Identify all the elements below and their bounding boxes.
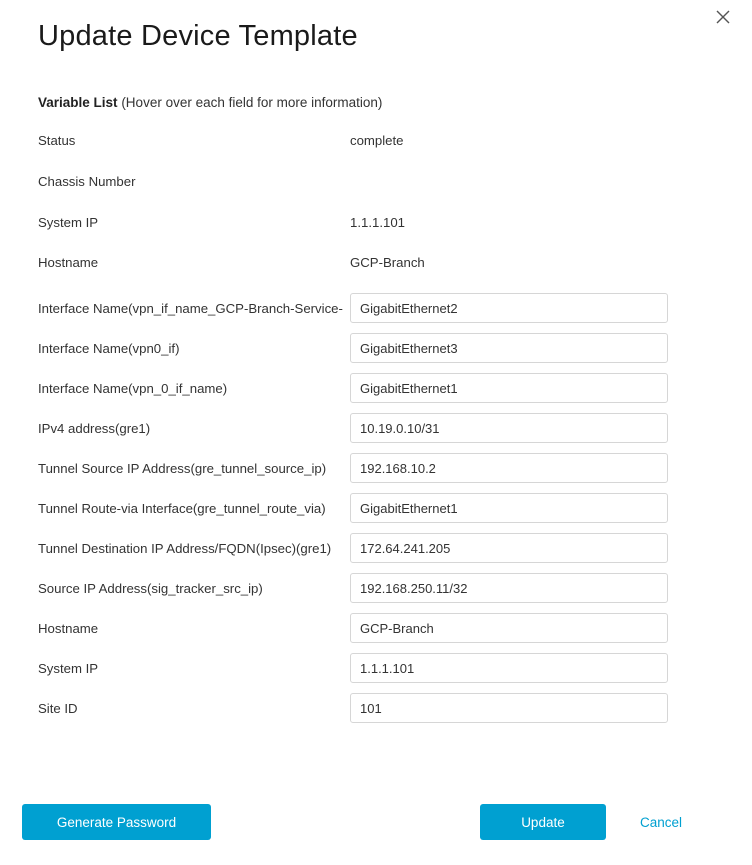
field-row-ipv4-address-gre1 — [38, 408, 714, 448]
close-icon[interactable] — [712, 6, 734, 28]
site-id-input[interactable] — [350, 693, 668, 723]
field-row-vpn-0-if-name — [38, 368, 714, 408]
variable-list-heading — [0, 53, 752, 110]
field-label: Source IP Address(sig_tracker_src_ip) — [38, 580, 263, 596]
vpn-if-name-service-input[interactable] — [350, 293, 668, 323]
hostname-input[interactable] — [350, 613, 668, 643]
generate-password-button[interactable]: Generate Password — [22, 804, 211, 840]
vpn-0-if-name-input[interactable] — [350, 373, 668, 403]
system-ip-input[interactable] — [350, 653, 668, 683]
field-label: Interface Name(vpn0_if) — [38, 340, 180, 356]
vpn0-if-input[interactable] — [350, 333, 668, 363]
field-row-status — [38, 126, 714, 154]
field-row-gre-tunnel-source-ip — [38, 448, 714, 488]
cancel-button[interactable]: Cancel — [639, 814, 682, 830]
field-label: Tunnel Source IP Address(gre_tunnel_source_ip) — [38, 460, 327, 476]
variable-list-label: Variable List — [38, 95, 118, 110]
sig-tracker-src-ip-input[interactable] — [350, 573, 668, 603]
field-row-vpn0-if — [38, 328, 714, 368]
field-label: IPv4 address(gre1) — [38, 420, 151, 436]
field-value: complete — [350, 132, 404, 148]
field-label: Site ID — [38, 700, 78, 716]
field-label: Hostname — [38, 620, 99, 636]
field-label: System IP — [38, 214, 99, 230]
variable-list-hint: (Hover over each field for more information) — [121, 95, 383, 110]
field-row-sig-tracker-src-ip — [38, 568, 714, 608]
field-value: 1.1.1.101 — [350, 214, 405, 230]
field-row-gre-tunnel-route-via — [38, 488, 714, 528]
field-value: GCP-Branch — [350, 254, 425, 270]
tunnel-destination-ip-input[interactable] — [350, 533, 668, 563]
field-row-hostname-static — [38, 248, 714, 276]
variable-list-form — [0, 110, 752, 728]
ipv4-address-gre1-input[interactable] — [350, 413, 668, 443]
field-row-chassis-number — [38, 166, 714, 196]
field-row-system-ip-input — [38, 648, 714, 688]
field-label: Interface Name(vpn_0_if_name) — [38, 380, 228, 396]
page-title: Update Device Template — [38, 20, 358, 52]
gre-tunnel-source-ip-input[interactable] — [350, 453, 668, 483]
field-label: System IP — [38, 660, 99, 676]
field-row-hostname-input — [38, 608, 714, 648]
field-label: Status — [38, 132, 76, 148]
field-row-system-ip-static — [38, 208, 714, 236]
field-label: Hostname — [38, 254, 99, 270]
field-label: Tunnel Route-via Interface(gre_tunnel_route_via) — [38, 500, 326, 516]
gre-tunnel-route-via-input[interactable] — [350, 493, 668, 523]
dialog-footer — [0, 779, 752, 865]
field-row-vpn-if-name-service — [38, 288, 714, 328]
field-label: Interface Name(vpn_if_name_GCP-Branch-Service- — [38, 300, 343, 316]
field-label: Chassis Number — [38, 173, 136, 189]
field-label: Tunnel Destination IP Address/FQDN(Ipsec)(gre1) — [38, 540, 332, 556]
update-button[interactable]: Update — [480, 804, 606, 840]
field-row-site-id — [38, 688, 714, 728]
field-row-tunnel-destination-ip — [38, 528, 714, 568]
footer-actions — [480, 804, 730, 840]
